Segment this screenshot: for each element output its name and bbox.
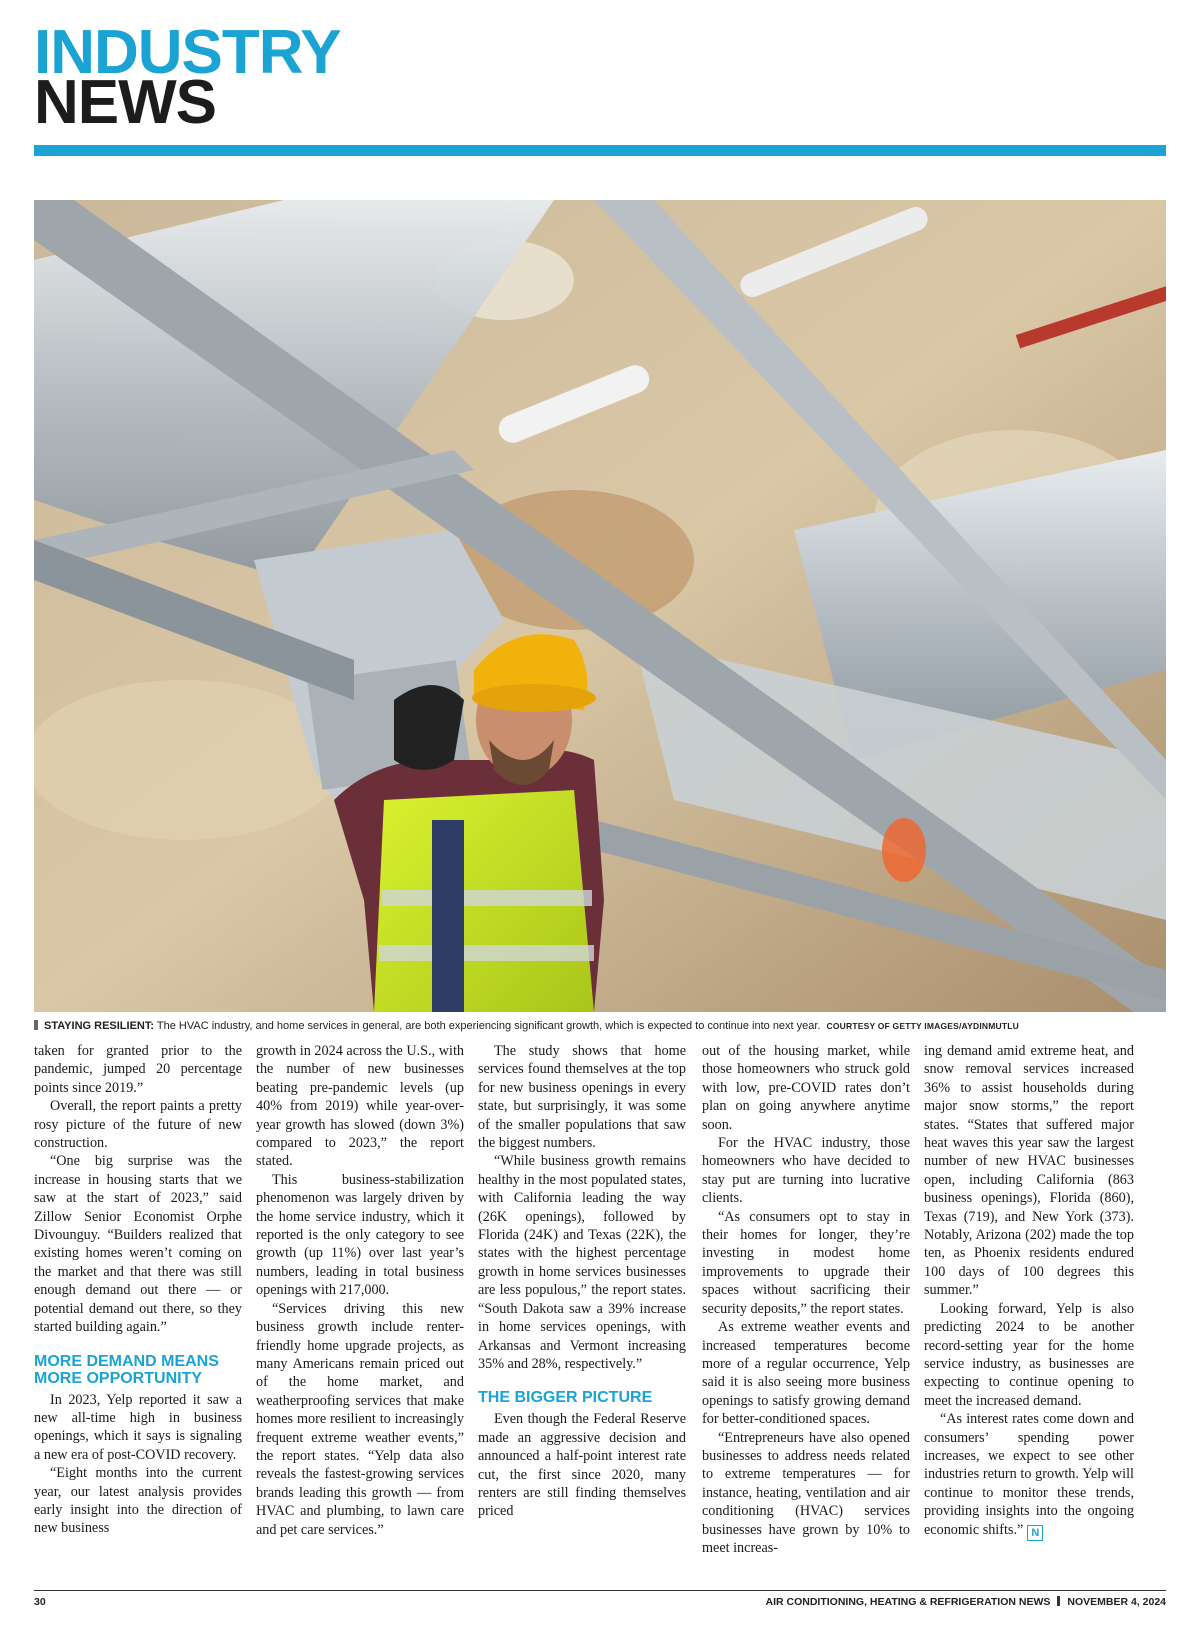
masthead-industry: INDUSTRY bbox=[34, 18, 341, 87]
issue-date: NOVEMBER 4, 2024 bbox=[1067, 1596, 1166, 1608]
caption-marker bbox=[34, 1020, 38, 1030]
article-column-5 bbox=[924, 1042, 1134, 1582]
paragraph: “Eight months into the current year, our latest analysis provides early insight into the direction of new business bbox=[34, 1465, 242, 1537]
paragraph: The study shows that home services found themselves at the top for new business openings in every state, but surprisingly, it was some of the smaller populations that saw the biggest numbers. bbox=[478, 1043, 686, 1152]
publication-info bbox=[766, 1596, 1166, 1608]
paragraph: In 2023, Yelp reported it saw a new all-time high in business openings, which it says is signaling a new era of post-COVID recovery. bbox=[34, 1391, 242, 1463]
hvac-worker-photo bbox=[34, 200, 1166, 1012]
article-column-1 bbox=[34, 1042, 242, 1582]
section-heading: THE BIGGER PICTURE bbox=[478, 1389, 653, 1407]
paragraph: This business-stabilization phenomenon was largely driven by the home service industry, which it reported is the only category to see growth (up 11%) over last year’s numbers, leading in total business openings with 217,000. bbox=[256, 1171, 464, 1299]
paragraph: “One big surprise was the increase in housing starts that we saw at the start of 2023,” said Zillow Senior Economist Orphe Divounguy. “Builders realized that existing homes weren’t coming on the market and that there was still enough demand out there — or potential demand out there, so they started building again.” bbox=[34, 1153, 242, 1336]
article-column-4 bbox=[702, 1042, 910, 1582]
end-of-article-icon: N bbox=[1027, 1525, 1043, 1541]
paragraph bbox=[924, 1410, 1134, 1540]
page-number: 30 bbox=[34, 1596, 46, 1608]
photo-caption bbox=[34, 1018, 1166, 1034]
paragraph: Overall, the report paints a pretty rosy picture of the future of new construction. bbox=[34, 1098, 242, 1152]
paragraph: ing demand amid extreme heat, and snow removal services increased 36% to assist households during major snow storms,” the report states. “States that suffered major heat waves this year saw the largest number of new HVAC businesses open, including California (863 business openings), Florida (860), Texas (719), and New York (373). Notably, Arizona (202) made the top ten, as Phoenix residents endured 100 days of 100 degrees this summer.” bbox=[924, 1043, 1134, 1299]
caption-label: STAYING RESILIENT: bbox=[44, 1020, 155, 1032]
paragraph: growth in 2024 across the U.S., with the number of new businesses beating pre-pandemic levels (up 40% from 2019) while year-over-year growth has slowed (down 3%) compared to 2023,” the report stated. bbox=[256, 1043, 464, 1170]
paragraph: Even though the Federal Reserve made an aggressive decision and announced a half-point interest rate cut, the first since 2020, many renters are still finding themselves priced bbox=[478, 1411, 686, 1520]
footer-rule bbox=[34, 1590, 1166, 1591]
caption-text: The HVAC industry, and home services in general, are both experiencing significant growth, which is expected to continue into next year. bbox=[156, 1020, 821, 1032]
paragraph: As extreme weather events and increased temperatures become more of a regular occurrence, Yelp said it is also seeing more business openings to satisfy growing demand for better-conditioned spaces. bbox=[702, 1319, 910, 1428]
article-column-2 bbox=[256, 1042, 464, 1582]
masthead-rule bbox=[34, 145, 1166, 156]
caption-credit: COURTESY OF GETTY IMAGES/AYDINMUTLU bbox=[826, 1021, 1019, 1031]
footer-separator bbox=[1057, 1596, 1060, 1606]
paragraph: Looking forward, Yelp is also predicting 2024 to be another record-setting year for the home service industry, as businesses are expecting to continue opening to meet the increased demand. bbox=[924, 1300, 1134, 1409]
article-column-3 bbox=[478, 1042, 686, 1582]
paragraph: “Entrepreneurs have also opened businesses to address needs related to extreme temperatures — for instance, heating, ventilation and air conditioning (HVAC) services businesses have grown by 10% to meet increas- bbox=[702, 1429, 910, 1556]
section-heading: MORE DEMAND MEANS MORE OPPORTUNITY bbox=[34, 1352, 219, 1387]
article-body bbox=[34, 1042, 1166, 1582]
paragraph: “As consumers opt to stay in their homes for longer, they’re investing in modest home improvements to upgrade their spaces without sacrificing their security deposits,” the report states. bbox=[702, 1208, 910, 1317]
publication-name: AIR CONDITIONING, HEATING & REFRIGERATION NEWS bbox=[765, 1596, 1051, 1608]
paragraph: “While business growth remains healthy in the most populated states, with California leading the way (26K openings), followed by Florida (24K) and Texas (22K), the states with the highest percentage growth in home services businesses are less populous,” the report states. “South Dakota saw a 39% increase in home services openings, with Arkansas and Vermont increasing 35% and 28%, respectively.” bbox=[478, 1153, 686, 1372]
paragraph: taken for granted prior to the pandemic, jumped 20 percentage points since 2019.” bbox=[34, 1043, 242, 1096]
photo-illustration bbox=[34, 200, 1166, 1012]
paragraph: “Services driving this new business growth include renter-friendly home upgrade projects, as many Americans remain priced out of the home market, and weatherproofing services that make homes more resilient to increasingly frequent extreme weather events,” the report states. “Yelp data also reveals the fastest-growing services brands leading this growth — from HVAC and plumbing, to lawn care and pet care services.” bbox=[256, 1300, 464, 1538]
masthead bbox=[34, 18, 341, 137]
paragraph: out of the housing market, while those homeowners who struck gold with low, pre-COVID rates don’t plan on going anywhere anytime soon. bbox=[702, 1043, 910, 1133]
paragraph-text: “As interest rates come down and consumers’ spending power increases, we expect to see other industries return to growth. Yelp will continue to monitor these trends, providing insights into the ongoing economic shifts.” bbox=[924, 1411, 1134, 1538]
masthead-news: NEWS bbox=[34, 68, 216, 137]
paragraph: For the HVAC industry, those homeowners who have decided to stay put are turning into lucrative clients. bbox=[702, 1135, 910, 1207]
